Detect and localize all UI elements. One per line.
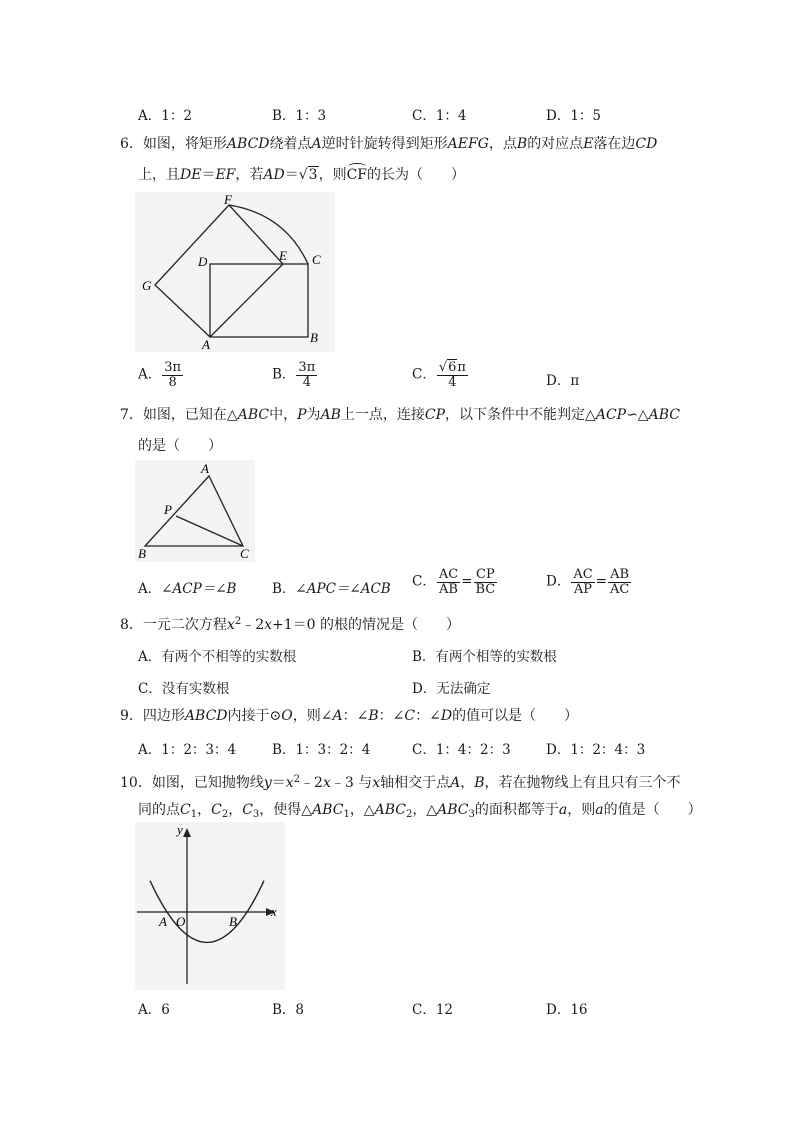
sqrt-sign: √ [438, 360, 448, 375]
option-letter: D． [546, 573, 571, 590]
q8-exponent: 2 [234, 616, 242, 627]
option-letter: C． [412, 573, 436, 590]
denominator: AB [439, 581, 458, 597]
q10-subscript: 2 [405, 809, 413, 820]
option-letter: B． [272, 581, 296, 597]
q8-option-b[interactable]: B．有两个相等的实数根 [412, 649, 557, 665]
option-letter: C． [412, 366, 436, 383]
q10-math: B [474, 775, 485, 791]
q6-radicand: 3 [308, 167, 318, 183]
label-o: O [176, 914, 186, 929]
q9-math: D [440, 708, 453, 724]
label-x: x [271, 904, 277, 919]
q6-text: ，若 [235, 167, 264, 183]
label-f: F [224, 192, 232, 207]
q7-math: CP [424, 407, 446, 423]
q6-stem-line2 [138, 166, 465, 184]
q7-text: 为 [306, 407, 321, 423]
q6-text: 的长为（ ） [367, 167, 466, 183]
q9-option-a[interactable]: A．1：2：3：4 [138, 742, 237, 758]
q10-math: ABC [374, 802, 406, 818]
q10-text: ， [197, 802, 212, 818]
q6-text: 落在边 [593, 136, 636, 152]
denominator: AC [609, 581, 630, 597]
q10-math: y [263, 775, 272, 791]
q5-option-b[interactable]: B．1：3 [272, 108, 327, 124]
q6-text: 逆时针旋转得到矩形 [321, 136, 448, 152]
q7-text: 上一点，连接 [340, 407, 425, 423]
q10-math: A [450, 775, 461, 791]
q10-text: ，△ [349, 802, 375, 818]
q10-text: 的值是（ ） [603, 802, 702, 818]
q6-figure [135, 192, 335, 352]
label-y: y [177, 822, 183, 837]
q9-number: 9． [120, 708, 143, 724]
q6-math: A [311, 136, 322, 152]
q10-subscript: 2 [221, 809, 229, 820]
q10-text: ， [460, 775, 475, 791]
q7-option-c[interactable] [412, 568, 498, 596]
q7-figure-bg [135, 460, 255, 562]
equals-sign: = [461, 573, 473, 590]
q6-option-c[interactable] [412, 361, 469, 389]
q10-figure-svg [135, 822, 285, 990]
label-a: A [202, 337, 210, 352]
q10-subscript: 1 [190, 809, 198, 820]
q7-math: AB [320, 407, 341, 423]
q7-math: ABC [237, 407, 270, 423]
numerator: AC [438, 567, 459, 582]
q9-option-d[interactable]: D．1：2：4：3 [546, 742, 646, 758]
q9-math: B [368, 708, 379, 724]
q10-math: a [595, 802, 604, 818]
q8-option-d[interactable]: D．无法确定 [412, 681, 491, 697]
q7-math: ACP [595, 407, 627, 423]
q9-option-c[interactable]: C．1：4：2：3 [412, 742, 511, 758]
q6-math: AD [263, 167, 285, 183]
q10-text: 的面积都等于 [474, 802, 559, 818]
fraction [474, 568, 498, 596]
q10-text: 如图，已知抛物线 [151, 775, 264, 791]
fraction [296, 361, 317, 389]
q10-number: 10． [120, 775, 152, 791]
q6-option-b[interactable] [272, 361, 318, 389]
q10-option-d[interactable]: D．16 [546, 1002, 588, 1018]
label-a: A [201, 461, 209, 476]
q6-figure-svg [135, 192, 335, 352]
q10-option-a[interactable]: A．6 [138, 1002, 170, 1018]
fraction [437, 361, 468, 389]
q7-text: ∽△ [626, 407, 649, 423]
q9-text: ，则∠ [292, 708, 333, 724]
q10-text: ，△ [412, 802, 438, 818]
q6-text: 绕着点 [269, 136, 312, 152]
q6-sqrt-sign: ＝√ [284, 167, 308, 183]
q8-text: +1＝0 的根的情况是（ ） [272, 617, 461, 633]
q10-text: 轴相交于点 [380, 775, 451, 791]
label-c: C [312, 252, 321, 267]
q6-arc-cf: CF [346, 167, 368, 183]
q6-text: ，则 [318, 167, 347, 183]
q6-figure-bg [135, 192, 335, 352]
numerator: AB [608, 568, 631, 583]
q10-stem-line2 [138, 801, 702, 824]
q10-subscript: 3 [252, 809, 260, 820]
q10-option-c[interactable]: C．12 [412, 1002, 454, 1018]
q8-text: ﹣2 [241, 617, 265, 633]
denominator: 4 [302, 374, 311, 390]
label-e: E [279, 248, 287, 263]
q7-figure-svg [135, 460, 255, 562]
q9-math: C [404, 708, 416, 724]
q9-option-b[interactable]: B．1：3：2：4 [272, 742, 371, 758]
q6-math: EF [215, 167, 236, 183]
q9-text: 内接于⊙ [227, 708, 282, 724]
q8-text: 一元二次方程 [142, 617, 227, 633]
option-letter: A． [138, 581, 162, 597]
q5-option-c[interactable]: C．1：4 [412, 108, 467, 124]
q10-math: x [372, 775, 381, 791]
q9-stem [120, 707, 578, 725]
q5-option-a[interactable]: A．1：2 [138, 108, 192, 124]
q10-figure [135, 822, 285, 990]
q6-number: 6． [120, 136, 143, 152]
q10-text: 同的点 [138, 802, 180, 818]
q6-option-d[interactable]: D．π [546, 373, 580, 389]
q10-math: C [180, 802, 191, 818]
q9-text: ：∠ [415, 708, 441, 724]
label-c: C [240, 546, 249, 561]
label-p: P [164, 502, 172, 517]
equals-sign: = [595, 573, 607, 590]
denominator: AP [573, 581, 593, 597]
q10-figure-bg [135, 822, 285, 990]
label-g: G [142, 278, 152, 293]
q8-math: x [264, 617, 273, 633]
q10-math: C [211, 802, 222, 818]
q9-text: 的值可以是（ ） [452, 708, 579, 724]
label-b: B [229, 914, 237, 929]
q6-math: CD [635, 136, 658, 152]
fraction [162, 361, 183, 389]
option-letter: A． [138, 366, 162, 383]
q7-text: 如图，已知在△ [142, 407, 238, 423]
q9-math: A [332, 708, 343, 724]
label-b: B [310, 330, 318, 345]
denominator: 4 [448, 374, 457, 390]
q9-math: ABCD [184, 708, 228, 724]
q9-text: 四边形 [142, 708, 185, 724]
q10-text: ，则 [567, 802, 596, 818]
q10-text: ﹣2 [300, 775, 323, 791]
q10-math: x [322, 775, 331, 791]
q8-stem [120, 613, 460, 634]
q7-option-d[interactable] [546, 568, 632, 596]
q7-text: 中， [269, 407, 298, 423]
q7-text: ，以下条件中不能判定△ [445, 407, 596, 423]
pi: π [457, 360, 466, 375]
q10-text: ，使得△ [259, 802, 313, 818]
q6-text: ＝ [201, 167, 216, 183]
denominator: 8 [168, 374, 177, 390]
label-d: D [198, 254, 208, 269]
q10-subscript: 1 [343, 809, 350, 820]
q6-text: 如图，将矩形 [142, 136, 227, 152]
q10-math: ABC [312, 802, 344, 818]
option-text: ∠APC＝∠ACB [295, 581, 391, 597]
q7-stem-line1 [120, 406, 680, 424]
option-letter: B． [272, 366, 296, 383]
q9-text: ：∠ [342, 708, 369, 724]
q6-option-a[interactable] [138, 361, 184, 389]
numerator: AC [573, 567, 593, 582]
q10-exponent: 2 [293, 774, 301, 785]
q7-option-a[interactable] [138, 577, 236, 597]
q10-math: x [285, 775, 294, 791]
q10-text: ，若在抛物线上有且只有三个不 [484, 775, 681, 791]
q9-math: O [281, 708, 293, 724]
q7-number: 7． [120, 407, 143, 423]
q10-option-b[interactable]: B．8 [272, 1002, 305, 1018]
q10-text: ﹣3 与 [330, 775, 373, 791]
q7-math: P [297, 407, 307, 423]
q7-figure [135, 460, 255, 562]
numerator: 3π [164, 360, 182, 375]
q5-option-d[interactable]: D．1：5 [546, 108, 602, 124]
label-b: B [138, 546, 146, 561]
q8-option-a[interactable]: A．有两个不相等的实数根 [138, 649, 297, 665]
q10-math: C [242, 802, 253, 818]
q6-text: ，点 [488, 136, 517, 152]
q10-math: ABC [437, 802, 469, 818]
q6-math: E [583, 136, 594, 152]
q7-math: ABC [648, 407, 680, 423]
q7-stem-line2: 的是（ ） [138, 438, 222, 454]
option-text: ∠ACP＝∠B [161, 581, 237, 597]
radicand: 6 [448, 360, 457, 375]
q8-math: x [226, 617, 235, 633]
numerator [437, 361, 468, 376]
q10-subscript: 3 [468, 809, 475, 820]
label-a: A [159, 914, 167, 929]
numerator: CP [474, 568, 498, 583]
q9-text: ：∠ [378, 708, 405, 724]
q6-stem-line1 [120, 135, 657, 153]
fraction [437, 568, 460, 596]
q6-text: 上，且 [138, 167, 180, 183]
q8-option-c[interactable]: C．没有实数根 [138, 681, 230, 697]
numerator: 3π [298, 360, 316, 375]
fraction [571, 568, 594, 596]
q6-math: DE [180, 167, 202, 183]
fraction [608, 568, 631, 596]
q10-text: ， [228, 802, 243, 818]
q6-text: 的对应点 [527, 136, 584, 152]
q6-math: AEFG [447, 136, 489, 152]
q7-option-b[interactable] [272, 577, 391, 597]
q6-math: ABCD [226, 136, 270, 152]
q10-text: ＝ [271, 775, 286, 791]
q10-math: a [558, 802, 568, 818]
q6-math: B [516, 136, 528, 152]
denominator: BC [475, 581, 496, 597]
q8-number: 8． [120, 617, 143, 633]
q10-stem-line1 [120, 771, 681, 792]
